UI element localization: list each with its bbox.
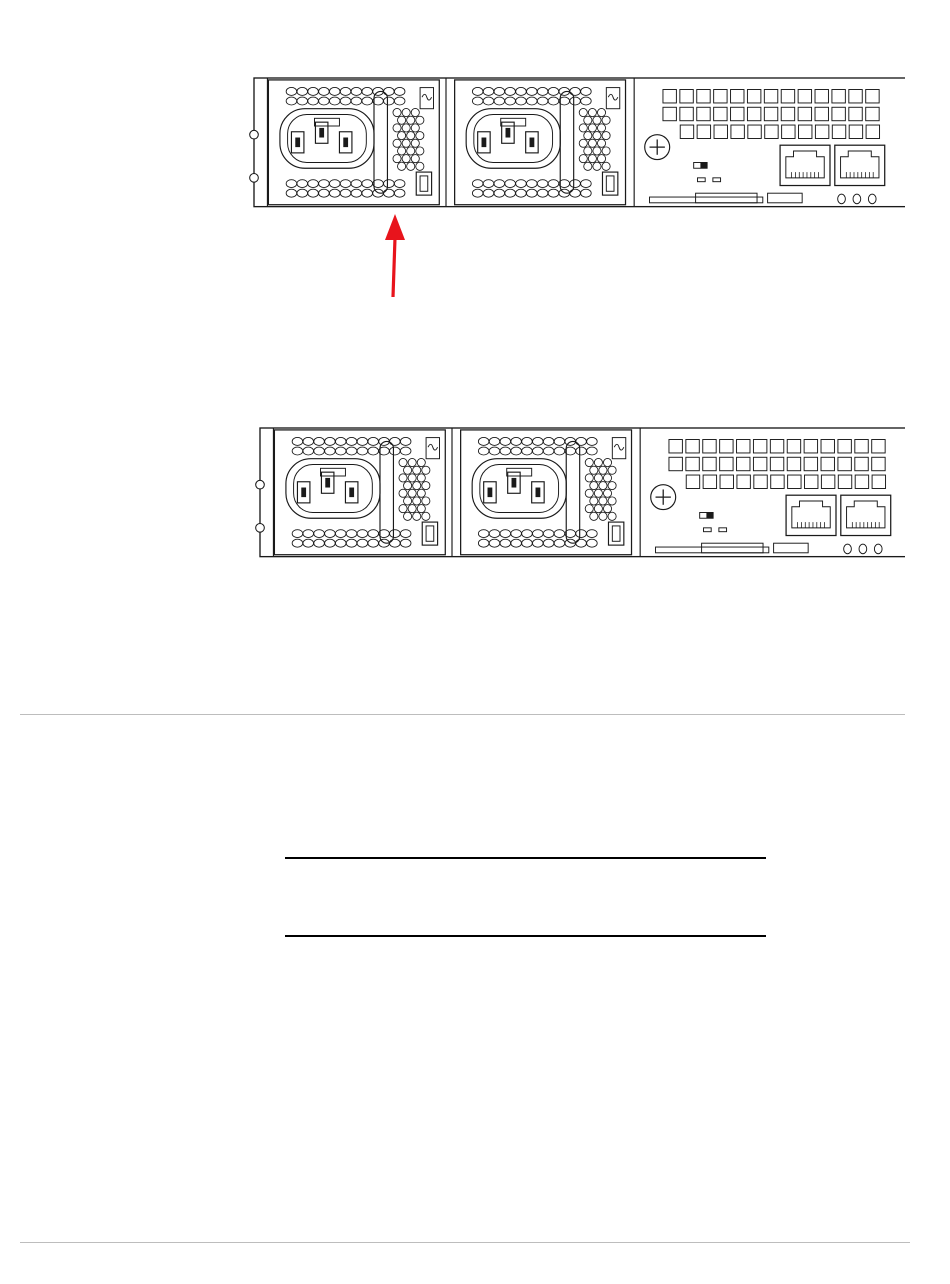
io-vent-square: [821, 457, 834, 470]
vent-hole: [594, 474, 602, 482]
vent-hole: [511, 437, 522, 445]
vent-hole: [522, 447, 533, 455]
table-top-rule: [285, 857, 766, 859]
bottom-hole: [874, 544, 882, 554]
vent-hole: [554, 447, 565, 455]
vent-hole: [511, 447, 522, 455]
vent-hole: [368, 437, 379, 445]
vent-hole: [400, 447, 411, 455]
bottom-hole: [844, 544, 852, 554]
vent-hole: [603, 489, 611, 497]
vent-hole: [399, 474, 407, 482]
vent-hole: [543, 447, 554, 455]
vent-hole: [357, 437, 368, 445]
vent-hole: [587, 447, 598, 455]
vent-hole: [511, 539, 522, 547]
figure-2-clip: [256, 428, 932, 557]
vent-hole: [478, 539, 489, 547]
vent-hole: [585, 474, 593, 482]
footer-rule: [20, 1242, 910, 1243]
io-vent-square: [855, 440, 868, 453]
table-bottom-rule: [285, 935, 766, 937]
vent-hole: [404, 482, 412, 490]
vent-hole: [603, 458, 611, 466]
io-vent-square: [855, 457, 868, 470]
vent-hole: [292, 437, 303, 445]
vent-hole: [594, 505, 602, 513]
inlet-pin-contact: [488, 488, 493, 498]
vent-hole: [478, 437, 489, 445]
io-vent-square: [838, 475, 851, 488]
vent-hole: [576, 530, 587, 538]
inlet-pin-contact: [536, 488, 541, 498]
vent-hole: [594, 458, 602, 466]
vent-hole: [554, 530, 565, 538]
inlet-pin-contact: [301, 488, 306, 498]
io-vent-square: [737, 440, 750, 453]
section-separator: [20, 714, 905, 715]
vent-hole: [422, 482, 430, 490]
bottom-rail: [656, 547, 769, 553]
vent-hole: [335, 539, 346, 547]
vent-hole: [417, 458, 425, 466]
vent-hole: [533, 447, 544, 455]
psu-module: [274, 430, 445, 555]
vent-hole: [590, 512, 598, 520]
io-vent-square: [838, 457, 851, 470]
release-latch: [566, 441, 579, 543]
vent-hole: [500, 447, 511, 455]
vent-hole: [585, 489, 593, 497]
vent-hole: [413, 466, 421, 474]
vent-hole: [399, 505, 407, 513]
vent-hole: [413, 497, 421, 505]
io-vent-square: [872, 457, 885, 470]
vent-hole: [417, 489, 425, 497]
vent-hole: [585, 505, 593, 513]
vent-hole: [292, 539, 303, 547]
io-vent-square: [872, 475, 885, 488]
reset-switch-toggle: [706, 512, 713, 518]
vent-hole: [335, 437, 346, 445]
inlet-pin-contact: [512, 478, 517, 488]
vent-hole: [576, 437, 587, 445]
vent-hole: [417, 474, 425, 482]
vent-hole: [576, 447, 587, 455]
bottom-slot: [774, 543, 809, 553]
vent-hole: [368, 447, 379, 455]
vent-hole: [587, 539, 598, 547]
io-vent-square: [771, 475, 784, 488]
vent-hole: [314, 447, 325, 455]
vent-hole: [314, 530, 325, 538]
io-vent-square: [686, 457, 699, 470]
vent-hole: [408, 505, 416, 513]
vent-hole: [408, 489, 416, 497]
inlet-pin-contact: [325, 478, 330, 488]
io-vent-square: [821, 475, 834, 488]
vent-hole: [325, 539, 336, 547]
vent-hole: [400, 530, 411, 538]
vent-hole: [422, 497, 430, 505]
vent-hole: [335, 447, 346, 455]
vent-hole: [314, 437, 325, 445]
vent-hole: [554, 437, 565, 445]
vent-hole: [404, 512, 412, 520]
io-vent-square: [737, 475, 750, 488]
io-vent-square: [770, 440, 783, 453]
vent-hole: [522, 437, 533, 445]
io-vent-square: [703, 475, 716, 488]
vent-hole: [314, 539, 325, 547]
vent-hole: [417, 505, 425, 513]
vent-hole: [422, 466, 430, 474]
vent-hole: [292, 530, 303, 538]
vent-hole: [346, 539, 357, 547]
vent-hole: [608, 512, 616, 520]
vent-hole: [543, 530, 554, 538]
vent-hole: [500, 530, 511, 538]
vent-hole: [413, 482, 421, 490]
io-vent-square: [754, 475, 767, 488]
vent-hole: [303, 447, 314, 455]
io-vent-square: [855, 475, 868, 488]
io-vent-square: [787, 457, 800, 470]
vent-hole: [599, 497, 607, 505]
io-vent-square: [838, 440, 851, 453]
power-inlet: [286, 459, 380, 519]
vent-hole: [533, 539, 544, 547]
io-vent-square: [770, 457, 783, 470]
io-vent-square: [753, 457, 766, 470]
vent-hole: [390, 447, 401, 455]
vent-hole: [608, 497, 616, 505]
vent-hole: [608, 482, 616, 490]
vent-hole: [585, 458, 593, 466]
vent-hole: [357, 447, 368, 455]
vent-hole: [325, 530, 336, 538]
chassis-figure-2: [0, 0, 950, 600]
vent-hole: [368, 530, 379, 538]
io-vent-square: [703, 457, 716, 470]
vent-hole: [399, 489, 407, 497]
vent-hole: [603, 505, 611, 513]
vent-hole: [554, 539, 565, 547]
vent-hole: [422, 512, 430, 520]
vent-hole: [533, 530, 544, 538]
vent-hole: [413, 512, 421, 520]
release-latch: [380, 441, 393, 543]
inlet-pin-contact: [349, 488, 354, 498]
vent-hole: [390, 437, 401, 445]
io-vent-square: [787, 440, 800, 453]
vent-hole: [478, 530, 489, 538]
vent-hole: [404, 497, 412, 505]
vent-hole: [603, 474, 611, 482]
vent-hole: [590, 482, 598, 490]
indicator-led: [704, 528, 712, 532]
indicator-led: [719, 528, 727, 532]
vent-hole: [408, 458, 416, 466]
io-vent-square: [720, 475, 733, 488]
vent-hole: [368, 539, 379, 547]
vent-hole: [599, 466, 607, 474]
vent-hole: [587, 530, 598, 538]
vent-hole: [346, 530, 357, 538]
vent-hole: [576, 539, 587, 547]
vent-hole: [599, 482, 607, 490]
vent-hole: [489, 447, 500, 455]
vent-hole: [590, 497, 598, 505]
status-led-inner: [612, 526, 620, 541]
vent-hole: [303, 539, 314, 547]
io-vent-square: [669, 457, 682, 470]
psu-module: [461, 430, 632, 555]
vent-hole: [357, 539, 368, 547]
vent-hole: [404, 466, 412, 474]
io-vent-square: [805, 475, 818, 488]
power-inlet: [472, 459, 566, 519]
chassis-drawing: [256, 428, 932, 557]
vent-hole: [489, 539, 500, 547]
vent-hole: [543, 437, 554, 445]
vent-hole: [408, 474, 416, 482]
vent-hole: [390, 530, 401, 538]
vent-hole: [511, 530, 522, 538]
vent-hole: [399, 458, 407, 466]
mounting-hole: [256, 480, 265, 489]
vent-hole: [533, 437, 544, 445]
vent-hole: [303, 437, 314, 445]
io-vent-square: [720, 457, 733, 470]
status-led-inner: [426, 526, 434, 541]
vent-hole: [400, 539, 411, 547]
vent-hole: [335, 530, 346, 538]
vent-hole: [522, 530, 533, 538]
bottom-hole: [859, 544, 867, 554]
io-vent-square: [804, 457, 817, 470]
vent-hole: [599, 512, 607, 520]
vent-hole: [325, 447, 336, 455]
io-vent-square: [686, 475, 699, 488]
ac-wave-icon: [428, 444, 438, 450]
io-vent-square: [686, 440, 699, 453]
vent-hole: [390, 539, 401, 547]
vent-hole: [489, 437, 500, 445]
io-vent-square: [872, 440, 885, 453]
io-vent-square: [720, 440, 733, 453]
ac-wave-icon: [614, 444, 624, 450]
vent-hole: [522, 539, 533, 547]
vent-hole: [590, 466, 598, 474]
vent-hole: [346, 437, 357, 445]
io-vent-square: [753, 440, 766, 453]
io-vent-square: [703, 440, 716, 453]
vent-hole: [587, 437, 598, 445]
vent-hole: [489, 530, 500, 538]
vent-hole: [608, 466, 616, 474]
vent-hole: [594, 489, 602, 497]
mounting-hole: [256, 524, 265, 533]
vent-hole: [303, 530, 314, 538]
vent-hole: [325, 437, 336, 445]
io-vent-square: [788, 475, 801, 488]
io-vent-square: [669, 440, 682, 453]
vent-hole: [543, 539, 554, 547]
vent-hole: [500, 539, 511, 547]
vent-hole: [292, 447, 303, 455]
vent-hole: [357, 530, 368, 538]
vent-hole: [400, 437, 411, 445]
io-vent-square: [804, 440, 817, 453]
vent-hole: [478, 447, 489, 455]
vent-hole: [346, 447, 357, 455]
bottom-slot: [702, 543, 763, 553]
vent-hole: [500, 437, 511, 445]
io-vent-square: [737, 457, 750, 470]
io-vent-square: [821, 440, 834, 453]
